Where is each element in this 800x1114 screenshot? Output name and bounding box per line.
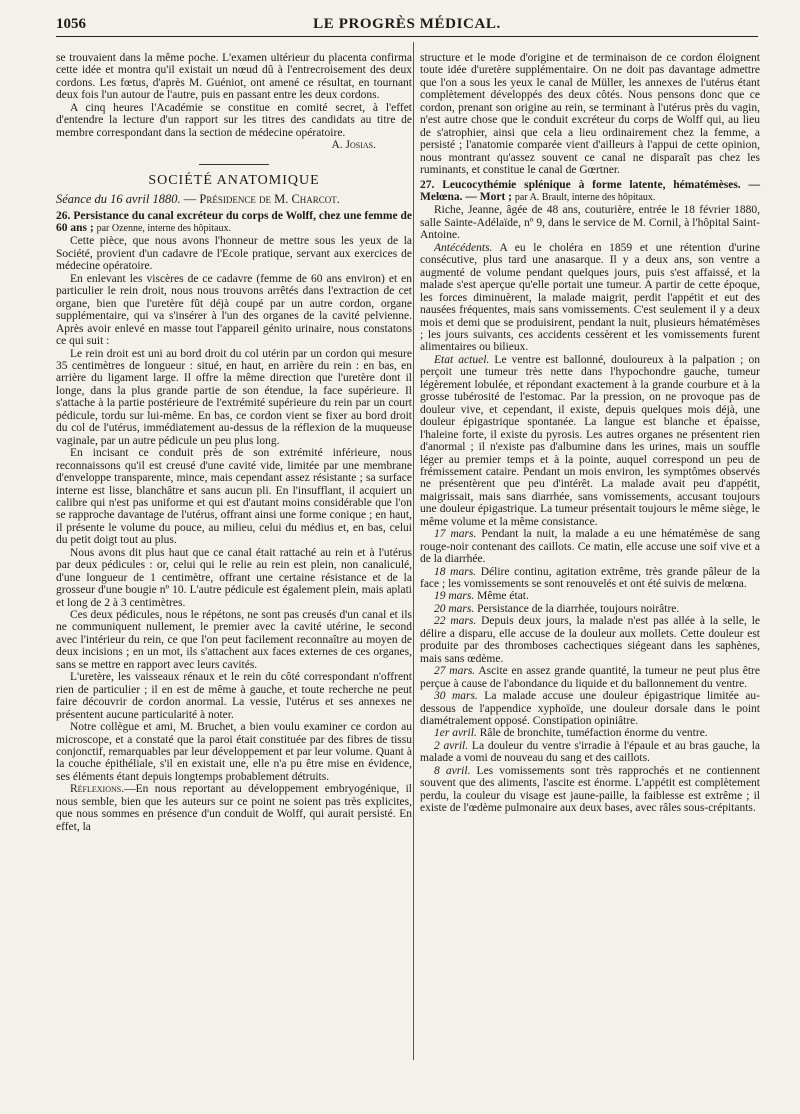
dated-entry: 8 avril. Les vomissements sont très rapprochés et ne contiennent souvent que des aliments, l'ascite est énorme. L'appétit est complètement perdu, la couleur du visage est jaune-paille, la faiblesse est extrême ; il existe de l'œdème pulmonaire aux deux bases, avec râles sous-crépitants.: [420, 764, 760, 815]
paragraph: A cinq heures l'Académie se constitue en comité secret, à l'effet d'entendre la lecture d'un rapport sur les titres des candidats au titre de membre correspondant dans la section de médecine opératoire.: [56, 101, 412, 139]
case-number: 26.: [56, 209, 71, 222]
dated-entry: 19 mars. Même état.: [434, 590, 529, 603]
paragraph: se trouvaient dans la même poche. L'examen ultérieur du placenta confirma cette idée et montra qu'il existait un nœud dû à l'entrecroisement des deux cordons. Les fœtus, d'après M. Guéniot, ont amené ce résultat, en tournant deux fois l'un autour de l'autre, puis en passant entre les deux cordons.: [56, 52, 412, 102]
case-author: par Ozenne, interne des hôpitaux.: [96, 222, 231, 234]
section-rule: [199, 164, 269, 165]
reflexions-paragraph: Réflexions.—En nous reportant au développement embryogénique, il nous semble, bien que les auteurs sur ce point ne soient pas très explicites, que nous sommes en présence d'un conduit de Wolff, qui aurait persisté. En effet, la: [56, 783, 412, 833]
paragraph: En incisant ce conduit près de son extrémité inférieure, nous reconnaissons qu'il est creusé d'une cavité vide, limitée par une membrane d'enveloppe transparente, mince, mais cependant assez résistante ; sa surface interne est lisse, blanchâtre et sans aucun pli. En l'insufflant, il acquiert un calibre qui n'est pas uniforme et qui est d'autant moins considérable que l'on se rapproche davantage de l'utérus, offrant ainsi une forme conique ; en haut, il présente le volume du pouce, au milieu, celui du médius et, en bas, celui du petit doigt tout au plus.: [56, 447, 412, 547]
dated-entry: 22 mars. Depuis deux jours, la malade n'est pas allée à la selle, le délire a disparu, elle accuse de la douleur aux mollets. Cette douleur est produite par des thromboses cachectiques siégeant dans les saphènes, mais sans œdème.: [420, 615, 761, 665]
entry-date: 18 mars.: [434, 565, 477, 578]
antecedents-paragraph: Antécédents. A eu le choléra en 1859 et une rétention d'urine consécutive, plus tard une anasarque. Il y a deux ans, son ventre a augmenté de volume pendant quelques jours, puis s'est affaissé, et la malade s'est aperçue qu'elle portait une tumeur. A partir de cette époque, les forces diminuèrent, la malade maigrit, perdit l'appétit et eut des nausées fréquentes, mais sans vomissements. C'est seulement il y a deux mois et demi que se produisirent, pendant la nuit, plusieurs hématémèses ; les jours suivants, ces accidents cessèrent et les vomissements furent alimentaires ou bilieux.: [420, 241, 760, 354]
column-divider: [413, 42, 414, 1060]
seance-presidence: — Présidence de M. Charcot.: [183, 192, 340, 207]
seance-line: [56, 193, 412, 205]
journal-title: LE PROGRÈS MÉDICAL.: [313, 16, 501, 32]
paragraph: Le rein droit est uni au bord droit du col utérin par un cordon qui mesure 35 centimètres de longueur : situé, en haut, en arrière du rein : en bas, en arrière du ligament large. Il offre la même direction que l'uretère dont il longe, dans la plus grande partie de son étendue, la face supérieure. Il s'attache à la partie postérieure de l'extrémité supérieure du rein par un court pédicule, tordu sur lui-même. En bas, ce cordon vient se fixer au bord droit du col de l'utérus, immédiatement au-dessus de la réflexion de la muqueuse vaginale, par un autre pédicule un peu plus long.: [56, 347, 412, 447]
dated-entry: 18 mars. Délire continu, agitation extrême, très grande pâleur de la face ; les vomissements se sont renouvelés et ont été suivis de melœna.: [420, 565, 761, 591]
entry-date: 17 mars.: [434, 528, 477, 541]
antecedents-label: Antécédents.: [434, 241, 493, 254]
case-heading: [420, 179, 760, 205]
entry-date: 1er avril.: [434, 727, 477, 740]
paragraph: Cette pièce, que nous avons l'honneur de mettre sous les yeux de la Société, provient d'un cadavre de l'Ecole pratique, servant aux exercices de médecine opératoire.: [56, 235, 412, 273]
page-number: 1056: [56, 16, 86, 32]
paragraph: Riche, Jeanne, âgée de 48 ans, couturière, entrée le 18 février 1880, salle Sainte-Adélaïde, nº 9, dans le service de M. Cornil, à l'hôpital Saint-Antoine.: [420, 204, 760, 242]
dated-entry: 2 avril. La douleur du ventre s'irradie à l'épaule et au bras gauche, la malade a vomi de nouveau du sang et des caillots.: [420, 739, 760, 765]
entry-date: 22 mars.: [434, 615, 477, 628]
dated-entry: 30 mars. La malade accuse une douleur épigastrique limitée au-dessous de l'appendice xyphoïde, une douleur dorsale dans le point diamétralement opposé. Constipation opiniâtre.: [420, 690, 760, 728]
paragraph: Nous avons dit plus haut que ce canal était rattaché au rein et à l'utérus par deux pédicules : or, celui qui le relie au rein est plein, non canaliculé, d'une longueur de 1 centimètre, offrant une certaine résistance et de la grosseur d'une bougie nº 10. L'autre pédicule est également plein, mais aplati et long de 2 à 3 centimètres.: [56, 546, 412, 609]
case-title: Persistance du canal excréteur du corps de Wolff, chez une femme de 60 ans ;: [56, 209, 412, 234]
paragraph: Notre collègue et ami, M. Bruchet, a bien voulu examiner ce cordon au microscope, et a constaté que la paroi était constituée par des fibres de tissu conjonctif, remarquables par leur développement et par leur volume. Quant à la couche épithéliale, s'il en existait une, elle n'a pu être mise en évidence, ses éléments étant depuis longtemps probablement détruits.: [56, 721, 412, 783]
reflexions-label: Réflexions.: [70, 783, 125, 796]
entry-date: 20 mars.: [434, 602, 475, 615]
case-author: par A. Brault, interne des hôpitaux.: [514, 191, 656, 203]
paragraph: structure et le mode d'origine et de terminaison de ce cordon éloignent toute idée d'uretère supplémentaire. On ne doit pas davantage admettre que l'on a sous les yeux le canal de Müller, les annexes de l'utérus étant complètement développés des deux côtés. Nous pensons donc que ce cordon, prenant son origine au rein, se terminant à l'utérus près du vagin, n'est autre chose que le conduit excréteur du corps de Wolff qui, au lieu de s'atrophier, ainsi que cela a lieu ordinairement chez la femme, a persisté ; l'anatomie comparée vient d'ailleurs à l'appui de cette opinion, nous montrant qu'assez souvent ce canal ne disparaît pas chez les ruminants, et constitue le canal de Gœrtner.: [420, 52, 760, 177]
etat-label: Etat actuel.: [434, 353, 490, 366]
right-column: [420, 52, 760, 815]
dated-entry: 17 mars. Pendant la nuit, la malade a eu une hématémèse de sang rouge-noir contenant des caillots. Ce matin, elle accuse une soif vive et a de la diarrhée.: [420, 528, 761, 566]
dated-entry: 1er avril. Râle de bronchite, tuméfaction énorme du ventre.: [434, 727, 708, 740]
entry-date: 19 mars.: [434, 590, 475, 603]
case-title: Leucocythémie splénique à forme latente, hématémèses. — Melœna. — Mort ;: [420, 178, 760, 203]
section-title: SOCIÉTÉ ANATOMIQUE: [148, 172, 320, 188]
dated-entry: 20 mars. Persistance de la diarrhée, toujours noirâtre.: [434, 602, 680, 615]
etat-paragraph: Etat actuel. Le ventre est ballonné, douloureux à la palpation ; on perçoit une tumeur très nette dans l'hypochondre gauche, tumeur légèrement lobulée, et répondant exactement à la grande courbure et à la grosse tubérosité de l'estomac. Par la pression, on ne provoque pas de douleur vive, et cependant, il existe, depuis quelques mois déjà, une douleur épigastrique spontanée. La langue est blanche et épaisse, l'haleine forte, il existe du pyrosis. Les autres organes ne présentent rien d'anormal ; il n'existe pas d'albumine dans les urines, mais un souffle léger au premier temps et à la pointe, auquel correspond un peu de frémissement cataire. Pendant un mois environ, les symptômes observés ne présentèrent que peu d'intérêt. La malade avait peu d'appétit, maigrissait, mais sans diarrhée, sans vomissements, accusant toujours une douleur épigastrique. La tumeur présentait toujours le même siège, le même volume et la même consistance.: [420, 353, 761, 528]
page-header: [56, 12, 758, 37]
entry-date: 30 mars.: [434, 690, 478, 703]
paragraph: En enlevant les viscères de ce cadavre (femme de 60 ans environ) et en particulier le rein droit, nous nous trouvons arrêtés dans l'extraction de cet organe, bien que l'uretère fût déjà coupé par un autre cordon, organe supplémentaire, qui va s'insérer à l'un des organes de la cavité pelvienne. Après avoir enlevé en masse tout l'appareil génito urinaire, nous constatons ce qui suit :: [56, 272, 412, 348]
entry-date: 27 mars.: [434, 665, 476, 678]
signature: A. Josias.: [331, 139, 376, 152]
case-number: 27.: [420, 178, 435, 191]
paragraph: Ces deux pédicules, nous le répétons, ne sont pas creusés d'un canal et ils ne communiquent nullement, le premier avec la cavité utérine, le second avec l'intérieur du rein, ce que l'on peut facilement reconnaître au moyen de deux incisions ; en un mot, ils s'attachent aux faces externes de ces organes, sans se mettre en rapport avec leurs cavités.: [56, 609, 412, 671]
case-heading: [56, 210, 412, 236]
left-column: [56, 52, 412, 833]
seance-date: Séance du 16 avril 1880.: [56, 192, 181, 207]
paragraph: L'uretère, les vaisseaux rénaux et le rein du côté correspondant n'offrent rien de particulier ; il en est de même à gauche, et toute recherche ne peut faire découvrir de cordon anormal. La vessie, l'utérus et ses annexes ne présentent aucune particularité à noter.: [56, 671, 412, 721]
dated-entry: 27 mars. Ascite en assez grande quantité, la tumeur ne peut plus être perçue à cause de l'abondance du liquide et du ballonnement du ventre.: [420, 665, 760, 690]
entry-date: 8 avril.: [434, 764, 471, 777]
entry-date: 2 avril.: [434, 739, 469, 752]
